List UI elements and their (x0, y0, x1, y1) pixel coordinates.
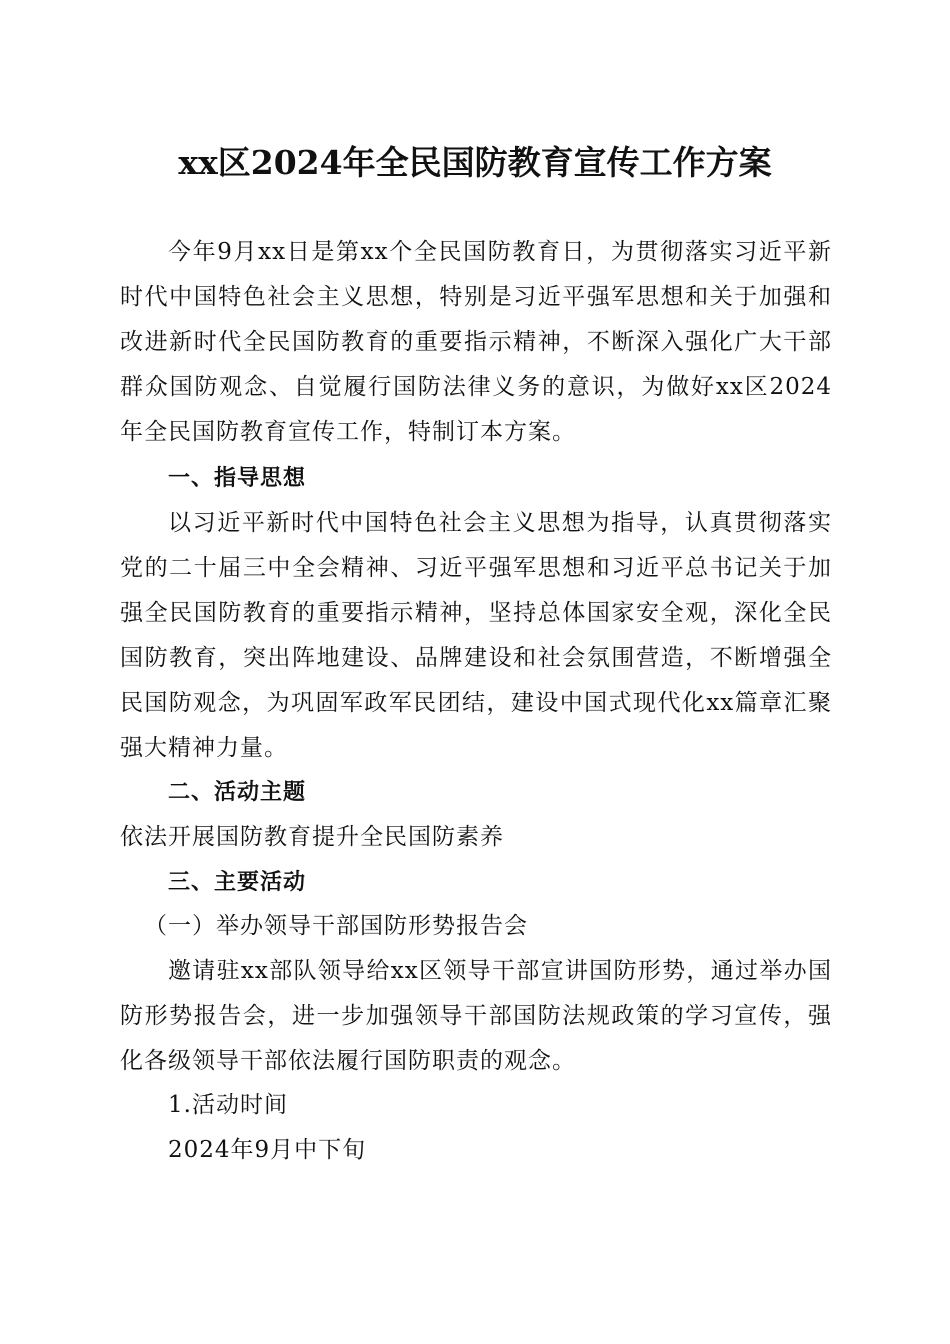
section-paragraph: 以习近平新时代中国特色社会主义思想为指导，认真贯彻落实党的二十届三中全会精神、习近平强军思想和习近平总书记关于加强全民国防教育的重要指示精神，坚持总体国家安全观，深化全民国防教育，突出阵地建设、品牌建设和社会氛围营造，不断增强全民国防观念，为巩固军政军民团结，建设中国式现代化xx篇章汇聚强大精神力量。 (120, 510, 832, 761)
section-guiding-ideology (120, 456, 832, 501)
section-heading: 一、指导思想 (168, 466, 307, 491)
section-main-activities (120, 860, 832, 905)
intro-paragraph: 今年9月xx日是第xx个全民国防教育日，为贯彻落实习近平新时代中国特色社会主义思想，特别是习近平强军思想和关于加强和改进新时代全民国防教育的重要指示精神，不断深入强化广大干部群众国防观念、自觉履行国防法律义务的意识，为做好xx区2024年全民国防教育宣传工作，特制订本方案。 (120, 239, 832, 445)
section-paragraph: 邀请驻xx部队领导给xx区领导干部宣讲国防形势，通过举办国防形势报告会，进一步加强领导干部国防法规政策的学习宣传，强化各级领导干部依法履行国防职责的观念。 (120, 958, 832, 1074)
section-heading: 三、主要活动 (168, 870, 307, 895)
intro-block (120, 230, 832, 455)
section-activity-theme-body (120, 815, 832, 860)
section-guiding-ideology-body (120, 501, 832, 771)
item-label: 1.活动时间 (168, 1092, 288, 1118)
item-value: 2024年9月中下旬 (168, 1137, 367, 1163)
item-value-block (120, 1128, 832, 1173)
section-paragraph: 依法开展国防教育提升全民国防素养 (120, 824, 504, 850)
subsection-heading: （一）举办领导干部国防形势报告会 (144, 913, 528, 939)
section-heading: 二、活动主题 (168, 780, 307, 805)
section-main-activities-body (120, 949, 832, 1084)
document-title: xx区2024年全民国防教育宣传工作方案 (178, 143, 772, 182)
section-activity-theme (120, 770, 832, 815)
item-label-block (120, 1083, 832, 1128)
section-main-activities-sub (120, 904, 832, 949)
